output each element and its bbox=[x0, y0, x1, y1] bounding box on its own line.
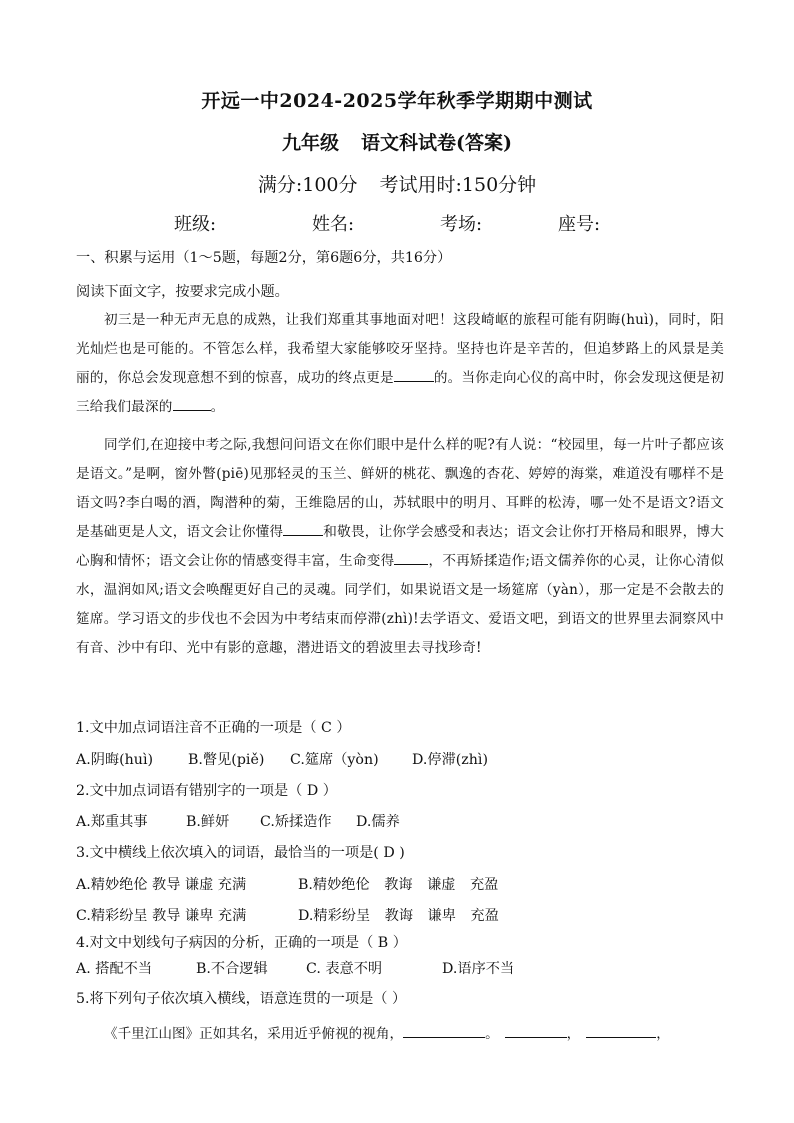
para1-part-b: 的。当你走向心仪的高中时，你会发现这便是初三给我们最深的 bbox=[76, 370, 724, 415]
blank-3[interactable] bbox=[283, 523, 323, 536]
para2-part-a: 同学们,在迎接中考之际,我想问问语文在你们眼中是什么样的呢?有人说：“校园里，每一片叶子都应该是语文。”是啊，窗外瞥(piē)见那轻灵的玉兰、鲜妍的桃花、飘逸的杏花、婷婷的海棠，难道没有哪样不是语文吗?李白喝的酒，陶潜种的菊，王维隐居的山，苏轼眼中的明月、耳畔的松涛，哪一处不是语文?语文是基础更是人文，语文会让你懂得 bbox=[76, 437, 724, 540]
grade-label: 九年级 bbox=[282, 132, 340, 154]
q3-option-d[interactable]: D.精彩纷呈 教诲 谦卑 充盈 bbox=[298, 908, 499, 924]
para1-part-a: 初三是一种无声无息的成熟，让我们郑重其事地面对吧！这段崎岖的旅程可能有阴晦(huì)，同时，阳光灿烂也是可能的。不管怎么样，我希望大家能够咬牙坚持。坚持也许是辛苦的，但追梦路上的风景是美丽的，你总会发现意想不到的惊喜，成功的终点更是 bbox=[76, 312, 724, 386]
q4-option-a[interactable]: A. 搭配不当 bbox=[76, 961, 153, 977]
exam-info bbox=[0, 170, 794, 197]
q5-blank-3[interactable] bbox=[586, 1025, 656, 1038]
q1-option-a[interactable]: A.阴晦(huì) bbox=[76, 752, 154, 768]
q3-option-b[interactable]: B.精妙绝伦 教诲 谦虚 充盈 bbox=[298, 877, 499, 893]
q3-option-c[interactable]: C.精彩纷呈 教导 谦卑 充满 bbox=[76, 908, 247, 924]
q1-option-b[interactable]: B.瞥见(piě) bbox=[188, 752, 265, 768]
q5-blank-2[interactable] bbox=[505, 1025, 567, 1038]
q2-option-b[interactable]: B.鲜妍 bbox=[186, 814, 230, 830]
question-4-stem: 4.对文中划线句子病因的分析，正确的一项是（ B ） bbox=[76, 935, 407, 951]
q3-option-a[interactable]: A.精妙绝伦 教导 谦虚 充满 bbox=[76, 877, 247, 893]
subject-label: 语文科试卷(答案) bbox=[361, 132, 512, 154]
exam-time: 考试用时:150分钟 bbox=[379, 174, 537, 196]
exam-subtitle bbox=[0, 128, 794, 155]
q5-text-a: 《千里江山图》正如其名，采用近乎俯视的视角， bbox=[104, 1026, 404, 1042]
para2-part-b: 和敬畏，让你学会感受和表达；语文会让你打开格局和眼界，博大心胸和情怀；语文会让你的情感变得丰富，生命变得 bbox=[76, 524, 724, 569]
q1-option-c[interactable]: C.筵席（yòn) bbox=[290, 752, 379, 768]
q5-text-d: ， bbox=[656, 1026, 670, 1042]
seat-field-label: 座号: bbox=[558, 214, 601, 235]
passage-paragraph-1 bbox=[76, 306, 724, 422]
full-marks: 满分:100分 bbox=[257, 174, 358, 196]
q2-option-a[interactable]: A.郑重其事 bbox=[76, 814, 148, 830]
q5-blank-1[interactable] bbox=[403, 1025, 485, 1038]
para1-part-c: 。 bbox=[210, 399, 225, 415]
question-5-stem: 5.将下列句子依次填入横线，语意连贯的一项是（ ） bbox=[76, 991, 407, 1007]
q1-option-d[interactable]: D.停滞(zhì) bbox=[412, 752, 488, 768]
section-heading: 一、积累与运用（1～5题，每题2分，第6题6分，共16分） bbox=[76, 250, 452, 266]
question-3-stem: 3.文中横线上依次填入的词语，最恰当的一项是( D ) bbox=[76, 845, 405, 861]
name-field-label: 姓名: bbox=[312, 214, 355, 235]
class-field-label: 班级: bbox=[174, 214, 217, 235]
q5-text-c: ， bbox=[566, 1026, 581, 1042]
reading-instruction: 阅读下面文字，按要求完成小题。 bbox=[76, 284, 289, 300]
q2-option-c[interactable]: C.矫揉造作 bbox=[260, 814, 332, 830]
room-field-label: 考场: bbox=[440, 214, 483, 235]
para2-part-c: ，不再矫揉造作;语文儒养你的心灵，让你心清似水，温润如风;语文会唤醒更好自己的灵魂。同学们，如果说语文是一场筵席（yàn），那一定是不会散去的筵席。学习语文的步伐也不会因为中考结束而停滞(zhì)!去学语文、爱语文吧，到语文的世界里去洞察风中有音、沙中有印、光中有影的意趣，潜进语文的碧波里去寻找珍奇! bbox=[76, 553, 724, 656]
question-5-text bbox=[104, 1022, 754, 1042]
school-title: 开远一中2024-2025学年秋季学期期中测试 bbox=[201, 90, 593, 112]
q4-option-d[interactable]: D.语序不当 bbox=[442, 961, 515, 977]
blank-4[interactable] bbox=[394, 552, 428, 565]
blank-1[interactable] bbox=[394, 369, 434, 382]
passage-paragraph-2 bbox=[76, 431, 724, 663]
q4-option-b[interactable]: B.不合逻辑 bbox=[196, 961, 268, 977]
question-1-stem: 1.文中加点词语注音不正确的一项是（ C ） bbox=[76, 720, 351, 736]
blank-2[interactable] bbox=[173, 398, 211, 411]
q4-option-c[interactable]: C. 表意不明 bbox=[306, 961, 383, 977]
q5-text-b: 。 bbox=[485, 1026, 499, 1042]
question-2-stem: 2.文中加点词语有错别字的一项是（ D ） bbox=[76, 783, 337, 799]
q2-option-d[interactable]: D.儒养 bbox=[356, 814, 400, 830]
